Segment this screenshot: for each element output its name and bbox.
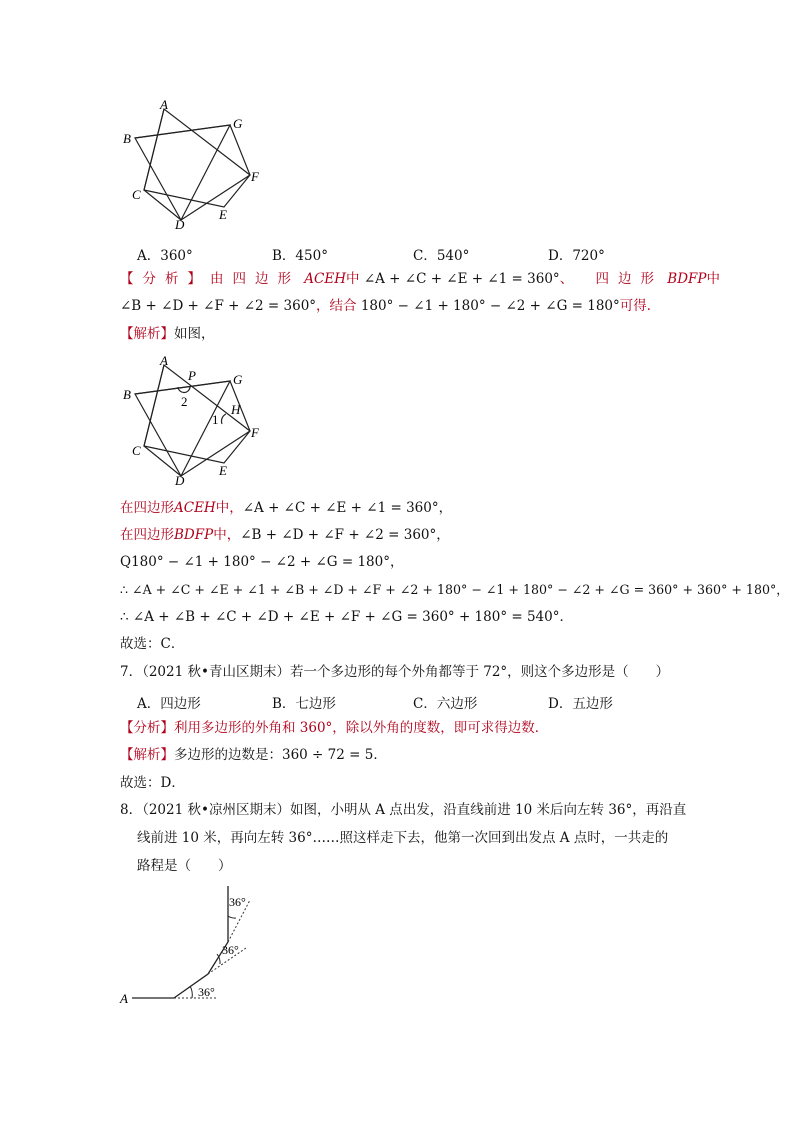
q6-analysis-line2: ∠B + ∠D + ∠F + ∠2 = 360°，结合 180° − ∠1 + 180° − ∠2 + ∠G = 180°可得． bbox=[120, 298, 661, 314]
label-angle-2: 36° bbox=[222, 943, 239, 957]
label-a: A bbox=[160, 97, 168, 112]
q7-solution: 【解析】多边形的边数是：360 ÷ 72 = 5． bbox=[120, 747, 387, 763]
q6-solution-line2: 在四边形BDFP中，∠B + ∠D + ∠F + ∠2 = 360°， bbox=[120, 527, 450, 543]
label-angle-1: 36° bbox=[198, 985, 215, 999]
q6-figure-annotated bbox=[118, 352, 268, 492]
label-angle-2: 2 bbox=[181, 394, 188, 409]
label-angle-1: 1 bbox=[212, 412, 219, 427]
q6-solution-line3: Q180° − ∠1 + 180° − ∠2 + ∠G = 180°， bbox=[120, 554, 404, 570]
q6-answer: 故选：C． bbox=[120, 636, 185, 652]
label-a: A bbox=[160, 353, 168, 368]
q7-option-c: C．六边形 bbox=[413, 696, 478, 712]
q6-option-a: A．360° bbox=[137, 248, 193, 264]
q6-solution-line4: ∴ ∠A + ∠C + ∠E + ∠1 + ∠B + ∠D + ∠F + ∠2 + 180° − ∠1 + 180° − ∠2 + ∠G = 360° + 360° + 180°， bbox=[120, 582, 789, 597]
label-h: H bbox=[231, 402, 241, 417]
q6-analysis-line1: 【分析】由四边形 ACEH中 ∠A + ∠C + ∠E + ∠1 = 360°、 四边形 BDFP中 bbox=[120, 271, 720, 287]
q7-stem: 7．（2021 秋•青山区期末）若一个多边形的每个外角都等于 72°，则这个多边形是（ ） bbox=[120, 664, 670, 680]
label-b: B bbox=[123, 387, 131, 402]
label-e: E bbox=[219, 463, 227, 478]
label-g: G bbox=[233, 372, 243, 387]
q7-option-b: B．七边形 bbox=[272, 696, 336, 712]
label-c: C bbox=[132, 187, 141, 202]
label-p: P bbox=[188, 368, 196, 383]
label-angle-3: 36° bbox=[229, 895, 246, 909]
label-g: G bbox=[233, 116, 243, 131]
q6-solution-line5: ∴ ∠A + ∠B + ∠C + ∠D + ∠E + ∠F + ∠G = 360° + 180° = 540°． bbox=[120, 609, 573, 625]
label-f: F bbox=[251, 425, 259, 440]
label-d: D bbox=[175, 473, 185, 488]
q8-stem-line1: 8．（2021 秋•凉州区期末）如图，小明从 A 点出发，沿直线前进 10 米后向左转 36°，再沿直 bbox=[120, 802, 687, 818]
label-d: D bbox=[175, 217, 185, 232]
q6-figure-star-polygon bbox=[118, 96, 268, 236]
q8-stem-line3: 路程是（ ） bbox=[137, 858, 232, 874]
q7-answer: 故选：D． bbox=[120, 775, 185, 791]
q7-analysis: 【分析】利用多边形的外角和 360°，除以外角的度数，即可求得边数． bbox=[120, 720, 549, 736]
q6-option-c: C．540° bbox=[413, 248, 470, 264]
q6-option-d: D．720° bbox=[548, 248, 605, 264]
label-b: B bbox=[123, 131, 131, 146]
q7-option-d: D．五边形 bbox=[548, 696, 613, 712]
q6-solution-heading: 【解析】如图， bbox=[120, 326, 215, 342]
label-e: E bbox=[219, 207, 227, 222]
q6-solution-line1: 在四边形ACEH中，∠A + ∠C + ∠E + ∠1 = 360°， bbox=[120, 500, 453, 516]
q6-option-b: B．450° bbox=[272, 248, 328, 264]
label-a: A bbox=[120, 991, 128, 1006]
label-c: C bbox=[132, 443, 141, 458]
label-f: F bbox=[251, 169, 259, 184]
q8-figure-path bbox=[116, 882, 266, 1012]
q8-stem-line2: 线前进 10 米，再向左转 36°……照这样走下去，他第一次回到出发点 A 点时，一共走的 bbox=[137, 830, 669, 846]
q7-option-a: A．四边形 bbox=[137, 696, 201, 712]
